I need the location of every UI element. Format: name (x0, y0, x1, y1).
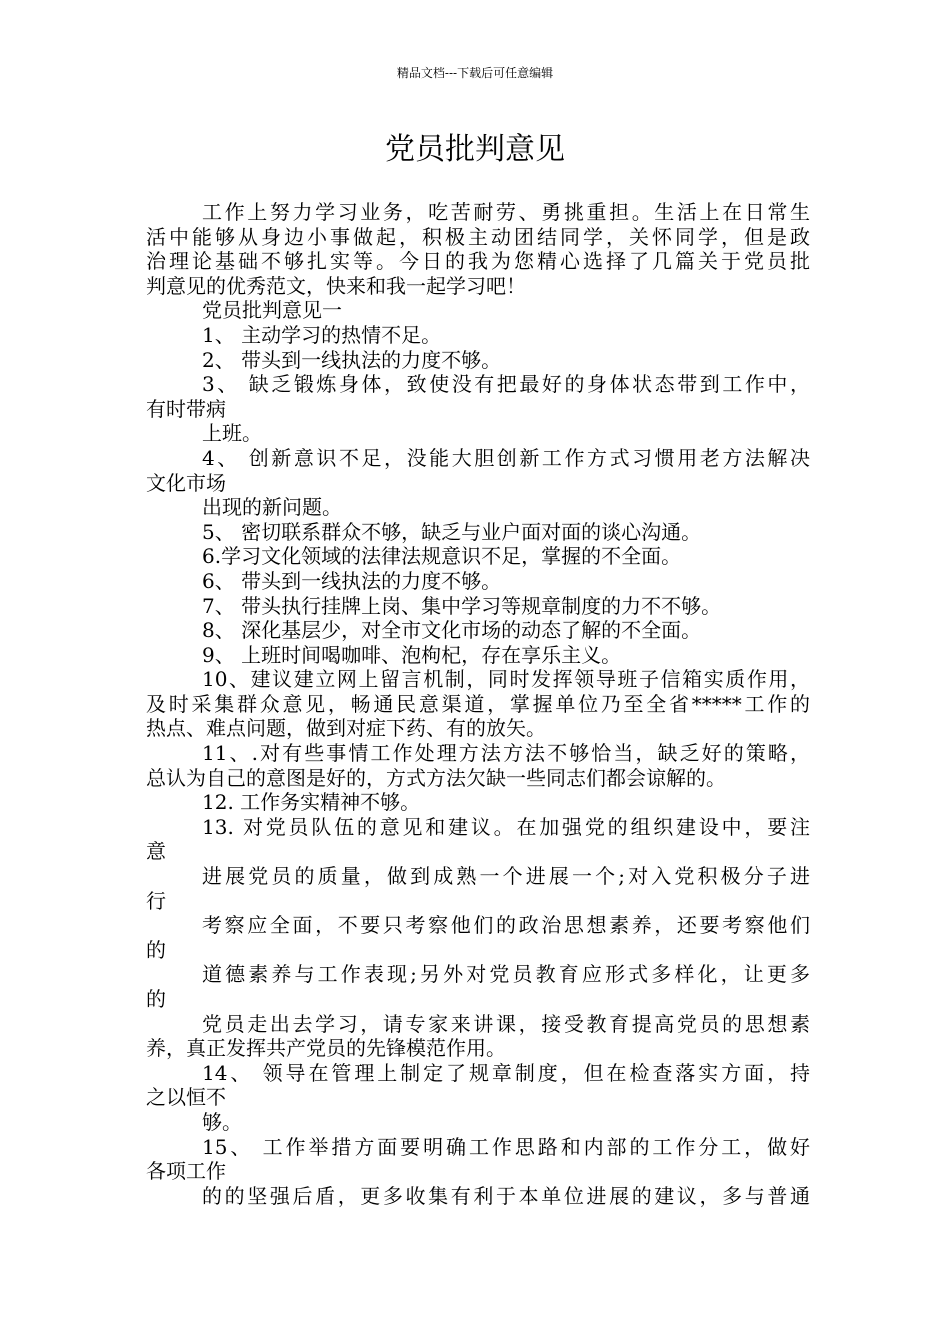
text-line: 行 (146, 888, 166, 913)
text-line: 6.学习文化领域的法律法规意识不足，掌握的不全面。 (202, 544, 682, 569)
text-line: 4、 创新意识不足，没能大胆创新工作方式习惯用老方法解决 (202, 445, 810, 470)
text-line: 治理论基础不够扎实等。今日的我为您精心选择了几篇关于党员批 (146, 249, 810, 274)
text-line: 8、 深化基层少，对全市文化市场的动态了解的不全面。 (202, 618, 702, 643)
text-line: 10、建议建立网上留言机制，同时发挥领导班子信箱实质作用， (202, 667, 810, 692)
text-line: 有时带病 (146, 396, 226, 421)
text-line: 3、 缺乏锻炼身体，致使没有把最好的身体状态带到工作中， (202, 372, 810, 397)
text-line: 意 (146, 839, 166, 864)
text-line: 的的坚强后盾，更多收集有利于本单位进展的建议，多与普通 (202, 1183, 810, 1208)
text-line: 各项工作 (146, 1159, 226, 1184)
text-line: 的 (146, 937, 166, 962)
text-line: 9、 上班时间喝咖啡、泡枸杞，存在享乐主义。 (202, 642, 622, 667)
text-line: 7、 带头执行挂牌上岗、集中学习等规章制度的力不不够。 (202, 593, 722, 618)
text-line: 及时采集群众意见，畅通民意渠道，掌握单位乃至全省*****工作的 (146, 691, 810, 716)
text-line: 11、.对有些事情工作处理方法方法不够恰当，缺乏好的策略， (202, 741, 810, 766)
text-line: 考察应全面，不要只考察他们的政治思想素养，还要考察他们 (202, 913, 810, 938)
text-line: 13. 对党员队伍的意见和建议。在加强党的组织建设中，要注 (202, 814, 810, 839)
text-line: 15、 工作举措方面要明确工作思路和内部的工作分工，做好 (202, 1134, 810, 1159)
page-header: 精品文档---下载后可任意编辑 (396, 66, 554, 80)
text-line: 养，真正发挥共产党员的先锋模范作用。 (146, 1036, 506, 1061)
text-line: 6、 带头到一线执法的力度不够。 (202, 568, 502, 593)
text-line: 12. 工作务实精神不够。 (202, 790, 421, 815)
text-line: 工作上努力学习业务，吃苦耐劳、勇挑重担。生活上在日常生 (202, 200, 810, 224)
text-line: 判意见的优秀范文，快来和我一起学习吧！ (146, 273, 526, 298)
document-body (146, 200, 810, 1208)
text-line: 14、 领导在管理上制定了规章制度，但在检查落实方面，持 (202, 1060, 810, 1085)
text-line: 出现的新问题。 (202, 495, 342, 520)
text-line: 够。 (202, 1109, 242, 1134)
text-line: 党员批判意见一 (202, 298, 342, 323)
document-title: 党员批判意见 (385, 132, 565, 167)
text-line: 上班。 (202, 421, 262, 446)
text-line: 热点、难点问题，做到对症下药、有的放矢。 (146, 716, 546, 741)
text-line: 进展党员的质量，做到成熟一个进展一个;对入党积极分子进 (202, 864, 810, 889)
text-line: 道德素养与工作表现;另外对党员教育应形式多样化，让更多 (202, 962, 810, 987)
text-line: 2、 带头到一线执法的力度不够。 (202, 347, 502, 372)
text-line: 活中能够从身边小事做起，积极主动团结同学，关怀同学，但是政 (146, 224, 810, 249)
text-line: 党员走出去学习，请专家来讲课，接受教育提高党员的思想素 (202, 1011, 810, 1036)
text-line: 总认为自己的意图是好的，方式方法欠缺一些同志们都会谅解的。 (146, 765, 726, 790)
text-line: 之以恒不 (146, 1085, 226, 1110)
text-line: 文化市场 (146, 470, 226, 495)
text-line: 1、 主动学习的热情不足。 (202, 322, 442, 347)
text-line: 的 (146, 987, 166, 1011)
text-line: 5、 密切联系群众不够，缺乏与业户面对面的谈心沟通。 (202, 519, 702, 544)
